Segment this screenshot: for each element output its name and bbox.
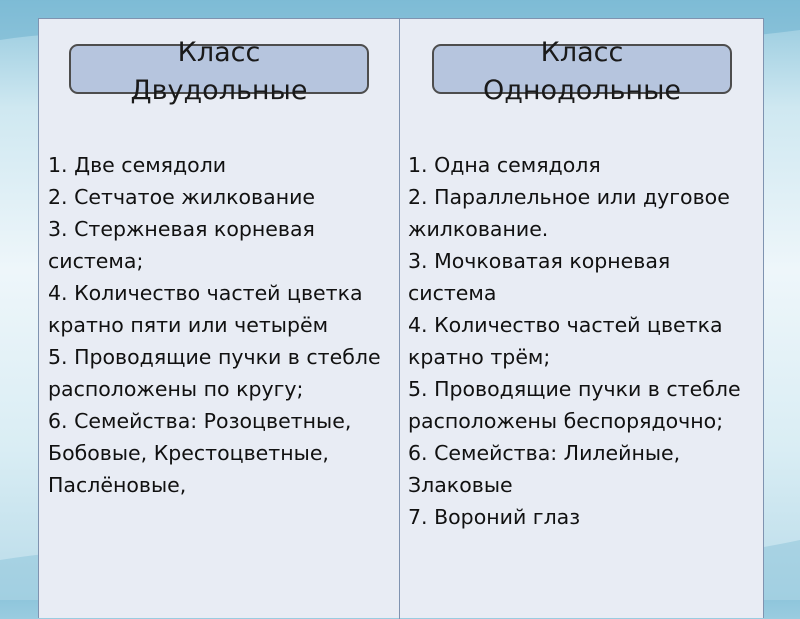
list-item: 3. Мочковатая корневая система bbox=[408, 249, 671, 305]
monocots-list bbox=[408, 149, 753, 533]
list-item: 2. Сетчатое жилкование bbox=[48, 185, 316, 209]
list-item: 3. Стержневая корневая система; bbox=[48, 217, 315, 273]
dicots-header-line1: Класс bbox=[177, 37, 261, 68]
list-item: 6. Семейства: Лилейные, Злаковые bbox=[408, 441, 681, 497]
list-item: 5. Проводящие пучки в стебле расположены беспорядочно; bbox=[408, 377, 741, 433]
dicots-header bbox=[69, 37, 369, 106]
list-item: 7. Вороний глаз bbox=[408, 505, 581, 529]
list-item: 5. Проводящие пучки в стебле расположены по кругу; bbox=[48, 345, 381, 401]
list-item: 6. Семейства: Розоцветные, Бобовые, Крестоцветные, Паслёновые, bbox=[48, 409, 352, 497]
monocots-header-line1: Класс bbox=[540, 37, 624, 68]
monocots-header bbox=[432, 37, 732, 106]
comparison-table bbox=[38, 18, 764, 618]
dicots-header-line2: Двудольные bbox=[130, 75, 308, 106]
monocots-header-line2: Однодольные bbox=[482, 75, 682, 106]
monocots-column bbox=[400, 19, 764, 619]
dicots-column bbox=[39, 19, 400, 619]
list-item: 4. Количество частей цветка кратно трём; bbox=[408, 313, 723, 369]
list-item: 1. Одна семядоля bbox=[408, 153, 601, 177]
list-item: 4. Количество частей цветка кратно пяти или четырём bbox=[48, 281, 363, 337]
dicots-list bbox=[48, 149, 393, 501]
list-item: 2. Параллельное или дуговое жилкование. bbox=[408, 185, 730, 241]
list-item: 1. Две семядоли bbox=[48, 153, 227, 177]
